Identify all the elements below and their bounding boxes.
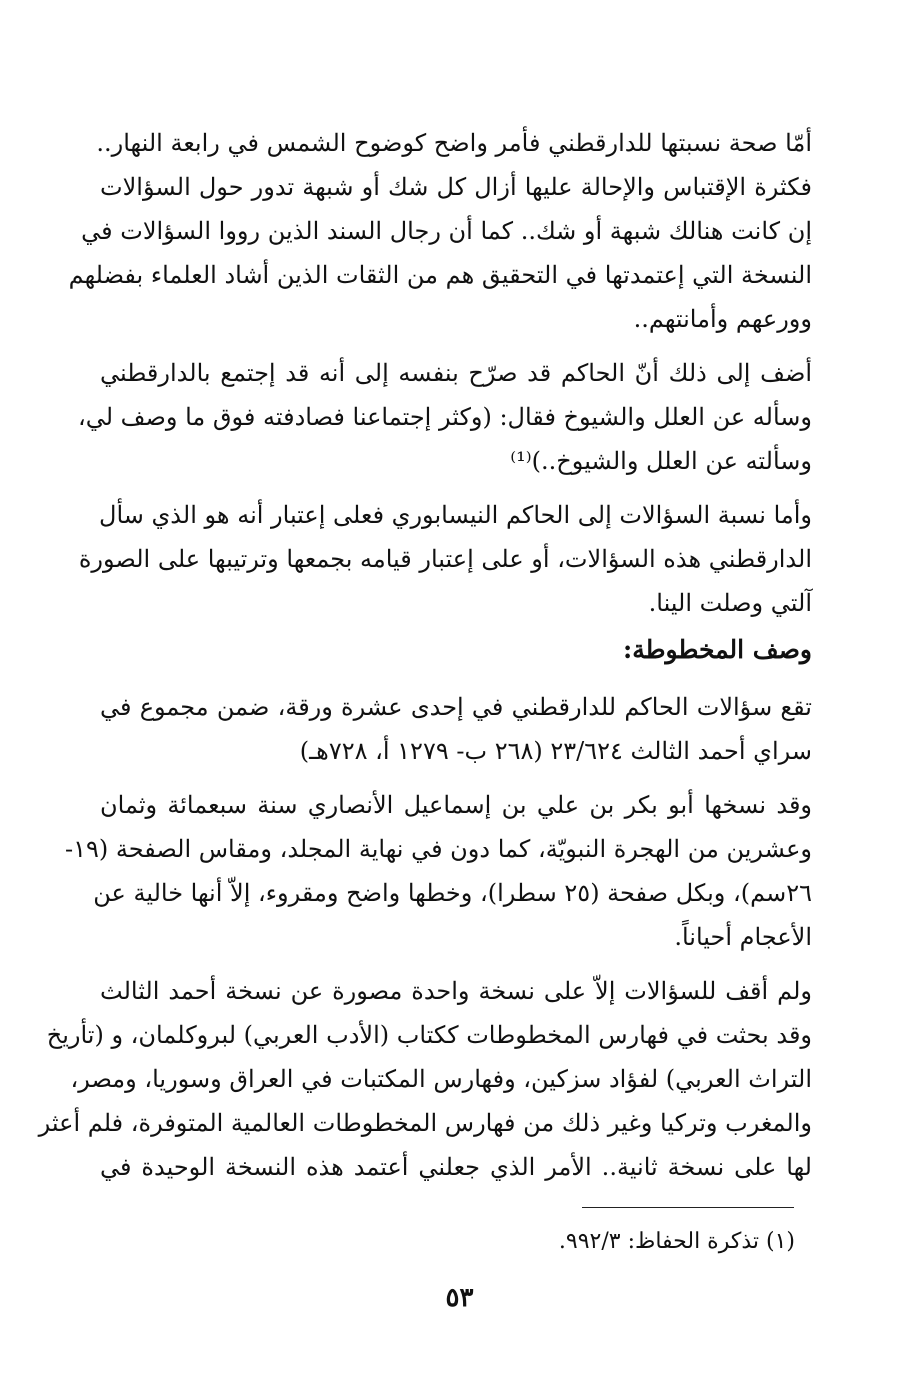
text-line: وقد بحثت في فهارس المخطوطات ككتاب (الأدب العربي) لبروكلمان، و (تأريخ [46, 1021, 812, 1049]
text-line: ولم أقف للسؤالات إلاّ على نسخة واحدة مصورة عن نسخة أحمد الثالث [100, 977, 812, 1005]
text-line: سراي أحمد الثالث ٢٣/٦٢٤ (٢٦٨ ب- ١٢٧٩ أ، ٧٢٨هـ) [299, 737, 812, 765]
text-line: آلتي وصلت الينا. [648, 589, 812, 617]
text-line: أضف إلى ذلك أنّ الحاكم قد صرّح بنفسه إلى أنه قد إجتمع بالدارقطني [100, 359, 812, 387]
text-line: تقع سؤالات الحاكم للدارقطني في إحدى عشرة ورقة، ضمن مجموع في [100, 693, 812, 721]
paragraph-single-copy [38, 969, 812, 1189]
text-line: ٢٦سم)، وبكل صفحة (٢٥ سطرا)، وخطها واضح ومقروء، إلاّ أنها خالية عن [93, 879, 812, 907]
text-line: وعشرين من الهجرة النبويّة، كما دون في نهاية المجلد، ومقاس الصفحة (١٩- [64, 835, 812, 863]
text-line: أمّا صحة نسبتها للدارقطني فأمر واضح كوضوح الشمس في رابعة النهار.. [96, 129, 812, 157]
paragraph-authenticity [68, 121, 812, 341]
page-number: ٥٣ [445, 1283, 474, 1313]
paragraph-manuscript-location [100, 685, 812, 773]
text-line: التراث العربي) لفؤاد سزكين، وفهارس المكتبات في العراق وسوريا، ومصر، [70, 1065, 812, 1093]
paragraph-copyist [64, 783, 812, 959]
footnote: (١) تذكرة الحفاظ: ٩٩٢/٣. [558, 1229, 795, 1254]
text-line: لها على نسخة ثانية.. الأمر الذي جعلني أعتمد هذه النسخة الوحيدة في [100, 1153, 812, 1181]
section-heading: وصف المخطوطة: [623, 635, 812, 664]
text-line: النسخة التي إعتمدتها في التحقيق هم من الثقات الذين أشاد العلماء بفضلهم [68, 261, 812, 289]
text-line: وورعهم وأمانتهم.. [633, 305, 812, 333]
text-line: والمغرب وتركيا وغير ذلك من فهارس المخطوطات العالمية المتوفرة، فلم أعثر [38, 1109, 812, 1137]
text-line: وقد نسخها أبو بكر بن علي بن إسماعيل الأنصاري سنة سبعمائة وثمان [100, 791, 812, 819]
text-line: وسألته عن العلل والشيوخ..)⁽¹⁾ [510, 447, 812, 475]
main-text [38, 121, 812, 1189]
text-line: فكثرة الإقتباس والإحالة عليها أزال كل شك أو شبهة تدور حول السؤالات [100, 173, 812, 201]
text-line: إن كانت هنالك شبهة أو شك.. كما أن رجال السند الذين رووا السؤالات في [81, 217, 812, 245]
text-line: وأما نسبة السؤالات إلى الحاكم النيسابوري فعلى إعتبار أنه هو الذي سأل [99, 501, 812, 529]
text-line: وسأله عن العلل والشيوخ فقال: (وكثر إجتماعنا فصادفته فوق ما وصف لي، [77, 403, 812, 431]
paragraph-attribution [78, 493, 812, 625]
text-line: الدارقطني هذه السؤالات، أو على إعتبار قيامه بجمعها وترتيبها على الصورة [78, 545, 812, 573]
footnote-divider [582, 1207, 794, 1208]
text-line: الأعجام أحياناً. [674, 923, 812, 951]
paragraph-hakim-meeting [77, 351, 812, 483]
